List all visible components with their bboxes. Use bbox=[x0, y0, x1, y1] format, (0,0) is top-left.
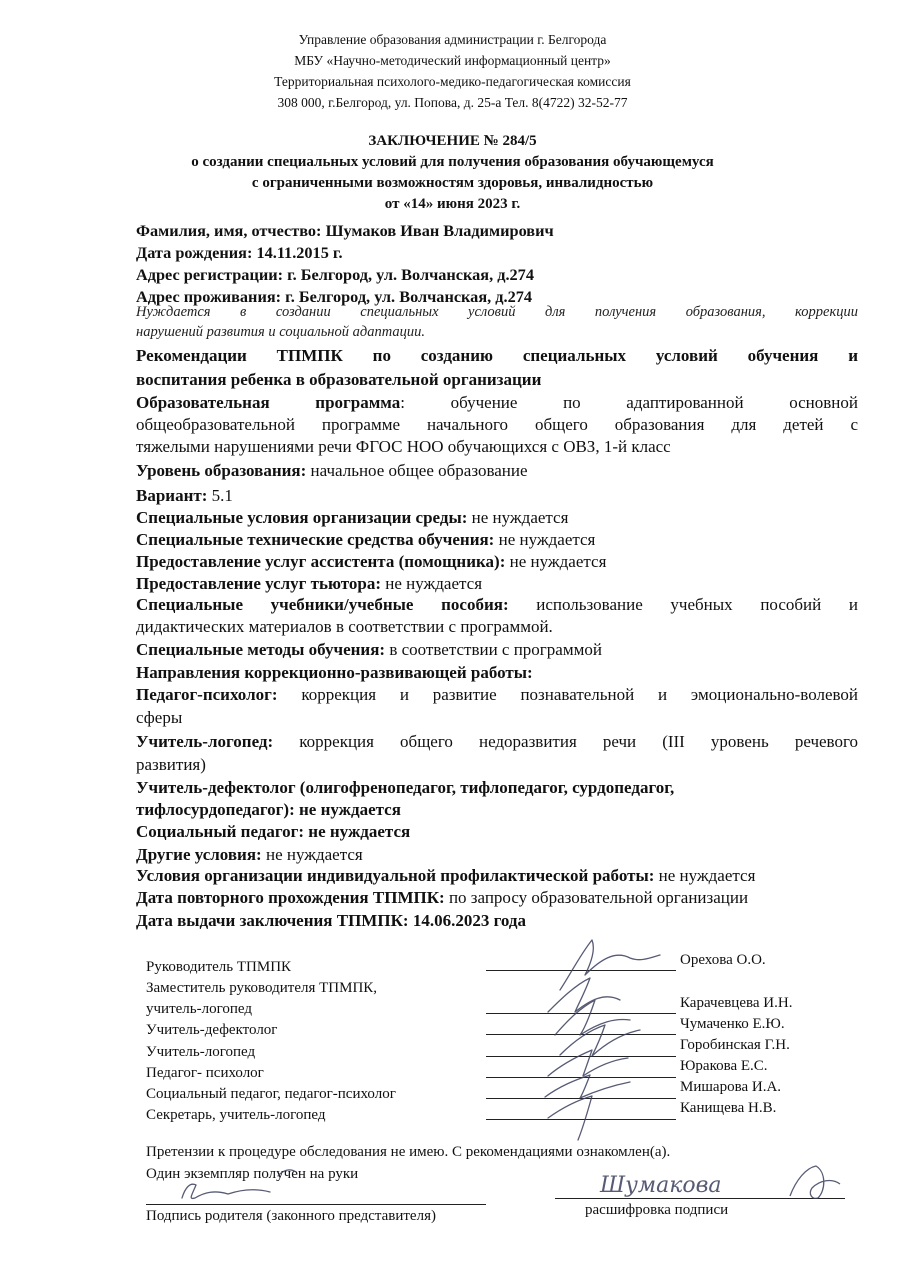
methods-value: в соответствии с программой bbox=[389, 640, 602, 659]
fio-label: Фамилия, имя, отчество: bbox=[136, 221, 322, 240]
fio-value: Шумаков Иван Владимирович bbox=[325, 221, 554, 240]
org-line-1: Управление образования администрации г. Белгорода bbox=[298, 32, 607, 47]
sig-role-5: Педагог- психолог bbox=[146, 1065, 264, 1081]
signature-scribble-3 bbox=[560, 1025, 640, 1056]
recs-heading-2-text: воспитания ребенка в образовательной организации bbox=[136, 370, 542, 389]
other-value: не нуждается bbox=[265, 845, 363, 864]
prevent-value: не нуждается bbox=[658, 866, 756, 885]
org-address: 308 000, г.Белгород, ул. Попова, д. 25-а Тел. 8(4722) 32-52-77 bbox=[277, 95, 628, 110]
sig-name-6: Канищева Н.В. bbox=[680, 1100, 777, 1116]
issue-text: Дата выдачи заключения ТПМПК: 14.06.2023 года bbox=[136, 911, 526, 930]
sig-role-7: Секретарь, учитель-логопед bbox=[146, 1107, 326, 1123]
logoped-line-2: развития) bbox=[136, 755, 206, 774]
handwritten-decode: Шумакова bbox=[600, 1173, 722, 1198]
program-text-1: : обучение по адаптированной основной bbox=[400, 393, 859, 412]
books-line-2: дидактических материалов в соответствии с программой. bbox=[136, 617, 553, 636]
sig-role-4: Учитель-логопед bbox=[146, 1044, 256, 1060]
parent-sign-caption: Подпись родителя (законного представителя) bbox=[146, 1208, 436, 1224]
prevent-label: Условия организации индивидуальной профилактической работы: bbox=[136, 866, 655, 885]
doc-date: от «14» июня 2023 г. bbox=[384, 196, 521, 212]
tech-value: не нуждается bbox=[498, 530, 596, 549]
sig-role-2: учитель-логопед bbox=[146, 1001, 252, 1017]
assist-label: Предоставление услуг ассистента (помощника): bbox=[136, 552, 506, 571]
parent-signature-hook bbox=[278, 1170, 296, 1176]
sig-role-0: Руководитель ТПМПК bbox=[146, 959, 292, 975]
repeat-value: по запросу образовательной организации bbox=[448, 888, 749, 907]
logoped-label: Учитель-логопед: bbox=[136, 732, 274, 751]
live-value: г. Белгород, ул. Волчанская, д.274 bbox=[285, 287, 533, 306]
signature-scribble-4 bbox=[548, 1050, 628, 1076]
books-text-1: использование учебных пособий и bbox=[536, 595, 859, 614]
sig-role-6: Социальный педагог, педагог-психолог bbox=[146, 1086, 396, 1102]
signature-scribble-6 bbox=[548, 1096, 592, 1140]
directions-heading-text: Направления коррекционно-развивающей работы: bbox=[136, 663, 533, 682]
needs-line-2: нарушений развития и социальной адаптации. bbox=[136, 324, 425, 340]
sig-name-0: Орехова О.О. bbox=[680, 952, 766, 968]
decode-caption: расшифровка подписи bbox=[585, 1202, 729, 1218]
sig-name-4: Юракова Е.С. bbox=[680, 1058, 768, 1074]
social-text: Социальный педагог: не нуждается bbox=[136, 822, 411, 841]
repeat-label: Дата повторного прохождения ТПМПК: bbox=[136, 888, 445, 907]
parent-signature-scribble bbox=[182, 1184, 270, 1198]
sig-name-2: Чумаченко Е.Ю. bbox=[680, 1016, 785, 1032]
variant-value: 5.1 bbox=[211, 486, 233, 505]
sig-role-1: Заместитель руководителя ТПМПК, bbox=[146, 980, 378, 996]
doc-subtitle-1: о создании специальных условий для получения образования обучающемуся bbox=[191, 154, 714, 170]
recs-heading-1-text: Рекомендации ТПМПК по созданию специальных условий обучения и bbox=[136, 346, 858, 365]
org-line-2: МБУ «Научно-методический информационный центр» bbox=[294, 53, 611, 68]
level-value: начальное общее образование bbox=[310, 461, 528, 480]
claims-line: Претензии к процедуре обследования не имею. С рекомендациями ознакомлен(а). bbox=[146, 1144, 671, 1160]
other-label: Другие условия: bbox=[136, 845, 262, 864]
program-line-3: тяжелыми нарушениями речи ФГОС НОО обучающихся с ОВЗ, 1-й класс bbox=[136, 437, 671, 456]
env-label: Специальные условия организации среды: bbox=[136, 508, 468, 527]
signature-scribble-5 bbox=[545, 1075, 630, 1098]
reg-label: Адрес регистрации: bbox=[136, 265, 284, 284]
program-line-2: общеобразовательной программе начального общего образования для детей с bbox=[136, 415, 858, 434]
level-label: Уровень образования: bbox=[136, 461, 307, 480]
org-line-3: Территориальная психолого-медико-педагогическая комиссия bbox=[274, 74, 631, 89]
tutor-value: не нуждается bbox=[385, 574, 483, 593]
decode-initials-scribble bbox=[790, 1166, 840, 1198]
sig-name-1: Карачевцева И.Н. bbox=[680, 995, 793, 1011]
defect-text-2: тифлосурдопедагог): не нуждается bbox=[136, 800, 401, 819]
sig-name-5: Мишарова И.А. bbox=[680, 1079, 782, 1095]
doc-subtitle-2: с ограниченными возможностям здоровья, инвалидностью bbox=[251, 175, 654, 191]
sig-role-3: Учитель-дефектолог bbox=[146, 1022, 278, 1038]
methods-label: Специальные методы обучения: bbox=[136, 640, 386, 659]
signature-scribble-0 bbox=[560, 940, 660, 990]
logoped-text-1: коррекция общего недоразвития речи (III уровень речевого bbox=[299, 732, 859, 751]
program-label: Образовательная программа bbox=[136, 393, 401, 412]
tech-label: Специальные технические средства обучения: bbox=[136, 530, 495, 549]
needs-line-1: Нуждается в создании специальных условий для получения образования, коррекции bbox=[136, 304, 858, 320]
assist-value: не нуждается bbox=[509, 552, 607, 571]
books-label: Специальные учебники/учебные пособия: bbox=[136, 595, 509, 614]
doc-title: ЗАКЛЮЧЕНИЕ № 284/5 bbox=[368, 133, 537, 149]
dob-label: Дата рождения: bbox=[136, 243, 253, 262]
reg-value: г. Белгород, ул. Волчанская, д.274 bbox=[287, 265, 534, 284]
dob-value: 14.11.2015 г. bbox=[256, 243, 343, 262]
copy-line: Один экземпляр получен на руки bbox=[146, 1166, 359, 1182]
live-label: Адрес проживания: bbox=[136, 287, 282, 306]
psych-line-2: сферы bbox=[136, 708, 183, 727]
psych-text-1: коррекция и развитие познавательной и эмоционально-волевой bbox=[301, 685, 859, 704]
tutor-label: Предоставление услуг тьютора: bbox=[136, 574, 382, 593]
sig-name-3: Горобинская Г.Н. bbox=[680, 1037, 790, 1053]
psych-label: Педагог-психолог: bbox=[136, 685, 278, 704]
env-value: не нуждается bbox=[471, 508, 569, 527]
variant-label: Вариант: bbox=[136, 486, 208, 505]
defect-text-1: Учитель-дефектолог (олигофренопедагог, тифлопедагог, сурдопедагог, bbox=[136, 778, 675, 797]
